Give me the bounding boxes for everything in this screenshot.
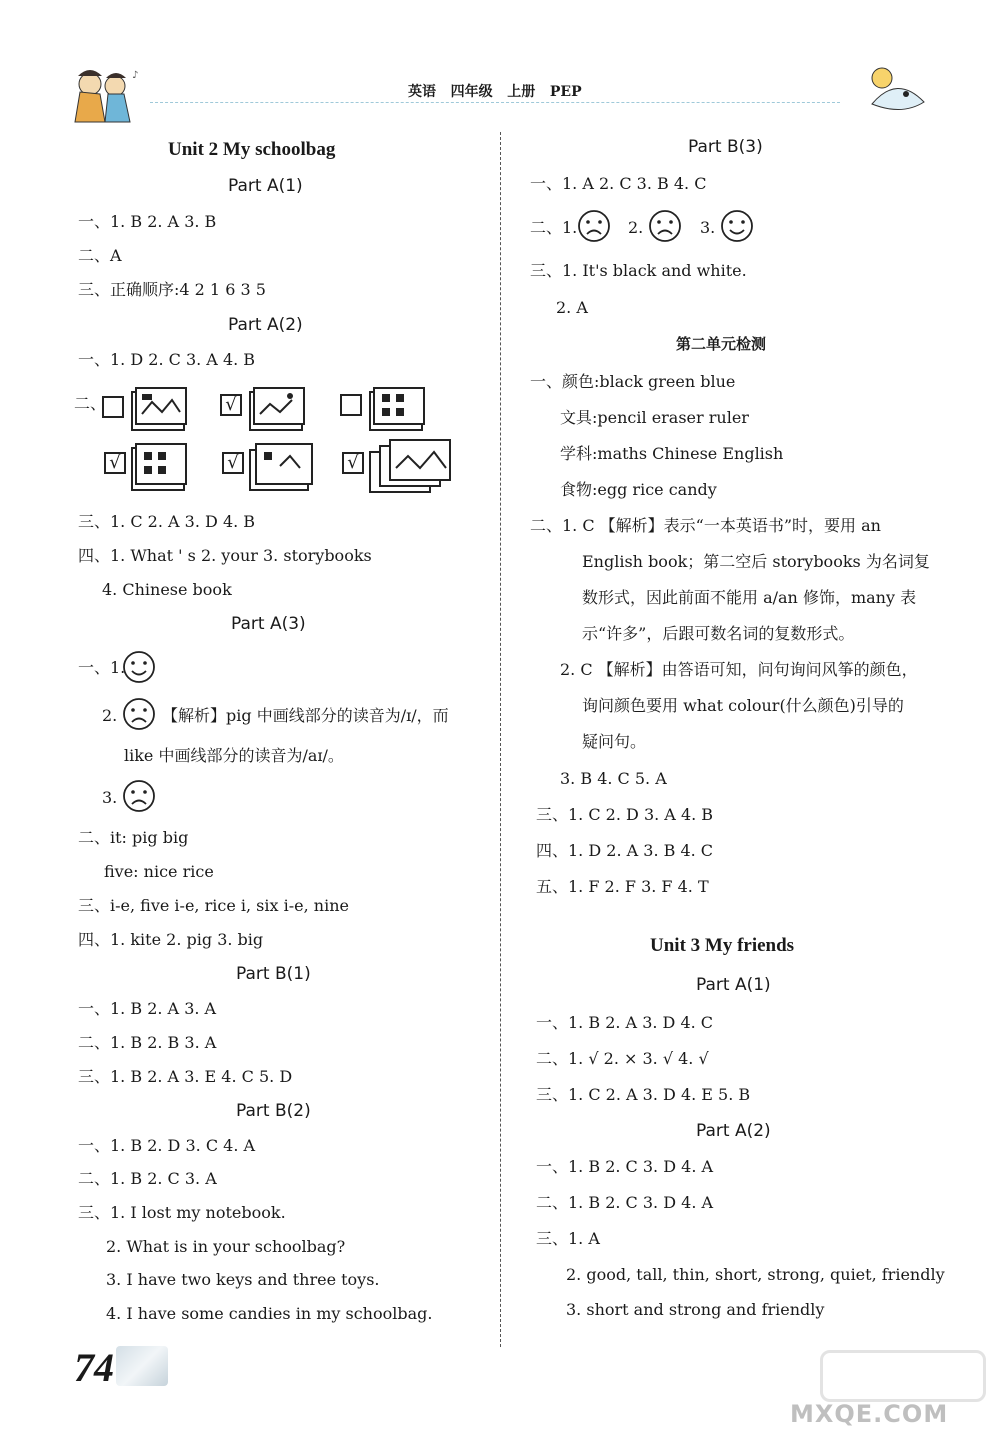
analysis-text: 询问颜色要用 what colour(什么颜色)引导的 [582, 696, 904, 715]
answer-line: 文具:pencil eraser ruler [560, 408, 749, 427]
answer-line: 五、1. F 2. F 3. F 4. T [536, 877, 709, 896]
header-info [408, 82, 582, 102]
sad-face-icon [648, 209, 682, 247]
right-part-heading: Part A(1) [696, 975, 771, 995]
answer-line: 三、1. A [536, 1229, 600, 1248]
answer-line: 一、1. D 2. C 3. A 4. B [78, 350, 256, 369]
header-subject: 英语 [408, 84, 436, 100]
answer-line: 三、1. It's black and white. [530, 261, 747, 280]
header-volume: 上册 [507, 84, 536, 100]
book-icon [246, 440, 316, 500]
book-icon [246, 384, 310, 440]
answer-line: 3. B 4. C 5. A [560, 769, 667, 788]
answer-line: 2. What is in your schoolbag? [106, 1237, 346, 1256]
analysis-text: English book；第二空后 storybooks 为名词复 [582, 552, 930, 571]
left-part-heading: Part B(1) [236, 964, 311, 984]
answer-line: 一、1. B 2. A 3. B [78, 212, 217, 231]
book-icon [366, 384, 430, 440]
answer-line: 二、 [74, 394, 107, 413]
checkbox-checked: √ [222, 452, 244, 474]
page-number: 74 [74, 1345, 114, 1390]
answer-line: 一、1. B 2. D 3. C 4. A [78, 1136, 256, 1155]
answer-line: 三、1. I lost my notebook. [78, 1203, 286, 1222]
answer-line: 一、1. B 2. A 3. D 4. C [536, 1013, 714, 1032]
header-grade: 四年级 [450, 84, 493, 100]
answer-line: 二、1. B 2. B 3. A [78, 1033, 217, 1052]
smiley-face-icon [122, 650, 156, 688]
answer-line: five: nice rice [104, 862, 214, 881]
analysis-text: 2. C 【解析】由答语可知，问句询问风筝的颜色， [560, 660, 918, 679]
analysis-text: 疑问句。 [582, 732, 647, 751]
answer-line: 二、it: pig big [78, 828, 189, 847]
left-part-heading: Part B(2) [236, 1101, 311, 1121]
answer-line: 四、1. D 2. A 3. B 4. C [536, 841, 714, 860]
left-unit-title: Unit 2 My schoolbag [168, 139, 336, 160]
answer-line: 2. good, tall, thin, short, strong, quiet, friendly [566, 1265, 945, 1284]
answer-line: 三、i-e, five i-e, rice i, six i-e, nine [78, 896, 349, 915]
answer-line: 二、1. B 2. C 3. D 4. A [536, 1193, 714, 1212]
answer-line: 3. [102, 788, 118, 807]
answer-line: 四、1. kite 2. pig 3. big [78, 930, 264, 949]
answer-line: 3. [700, 218, 716, 237]
answer-line: 二、1. [530, 218, 578, 237]
analysis-text: 数形式，因此前面不能用 a/an 修饰，many 表 [582, 588, 917, 607]
checkbox-empty [102, 396, 124, 418]
column-divider [500, 132, 501, 1347]
answer-line: 四、1. What ' s 2. your 3. storybooks [78, 546, 372, 565]
answer-line: 一、1. [78, 658, 126, 677]
answer-line: 三、1. C 2. A 3. D 4. B [78, 512, 256, 531]
right-part-heading: Part B(3) [688, 137, 763, 157]
analysis-text: 示“许多”，后跟可数名词的复数形式。 [582, 624, 855, 643]
answer-line: 3. short and strong and friendly [566, 1300, 825, 1319]
header-edition: PEP [549, 84, 582, 100]
answer-line: 3. I have two keys and three toys. [106, 1270, 380, 1289]
left-part-heading: Part A(3) [231, 614, 306, 634]
answer-line: 一、1. B 2. C 3. D 4. A [536, 1157, 714, 1176]
sad-face-icon [122, 697, 156, 735]
answer-line: 食物:egg rice candy [560, 480, 717, 499]
section-heading: 第二单元检测 [676, 335, 767, 353]
checkbox-checked: √ [342, 452, 364, 474]
answer-line: 学科:maths Chinese English [560, 444, 784, 463]
answer-line: 三、正确顺序:4 2 1 6 3 5 [78, 280, 266, 299]
watermark: MXQE.COM [790, 1400, 949, 1428]
answer-line: 2. [628, 218, 644, 237]
sad-face-icon [577, 209, 611, 247]
book-icon [366, 438, 456, 500]
answer-line: 三、1. C 2. A 3. D 4. E 5. B [536, 1085, 751, 1104]
book-icon [128, 384, 192, 440]
right-part-heading: Part A(2) [696, 1121, 771, 1141]
answer-line: 二、A [78, 246, 122, 265]
answer-line: 二、1. B 2. C 3. A [78, 1169, 217, 1188]
book-icon [128, 440, 192, 500]
sad-face-icon [122, 779, 156, 817]
header-divider [150, 102, 840, 103]
header-left-illustration [60, 62, 155, 132]
answer-line: 一、1. A 2. C 3. B 4. C [530, 174, 707, 193]
header-right-illustration [862, 64, 932, 119]
answer-line: 2. A [556, 298, 588, 317]
answer-line: 4. I have some candies in my schoolbag. [106, 1304, 433, 1323]
svg-text:♪: ♪ [132, 70, 139, 81]
checkbox-empty [340, 394, 362, 416]
answer-line: 一、1. B 2. A 3. A [78, 999, 217, 1018]
answer-line: 二、1. √ 2. × 3. √ 4. √ [536, 1049, 709, 1068]
left-part-heading: Part A(2) [228, 315, 303, 335]
answer-line: 一、颜色:black green blue [530, 372, 736, 391]
watermark-logo [820, 1350, 986, 1402]
right-unit-title: Unit 3 My friends [650, 935, 795, 956]
answer-line: 2. [102, 706, 118, 725]
answer-line: 三、1. C 2. D 3. A 4. B [536, 805, 714, 824]
left-part-heading: Part A(1) [228, 176, 303, 196]
answer-line: 三、1. B 2. A 3. E 4. C 5. D [78, 1067, 293, 1086]
analysis-text: 【解析】pig 中画线部分的读音为/ɪ/，而 [162, 706, 449, 725]
answer-line: 4. Chinese book [102, 580, 232, 599]
analysis-text: 二、1. C 【解析】表示“一本英语书”时，要用 an [530, 516, 881, 535]
answer-line: like 中画线部分的读音为/aɪ/。 [124, 746, 344, 765]
checkbox-checked: √ [104, 452, 126, 474]
page-number-decoration [116, 1346, 168, 1386]
smiley-face-icon [720, 209, 754, 247]
checkbox-checked: √ [220, 394, 242, 416]
